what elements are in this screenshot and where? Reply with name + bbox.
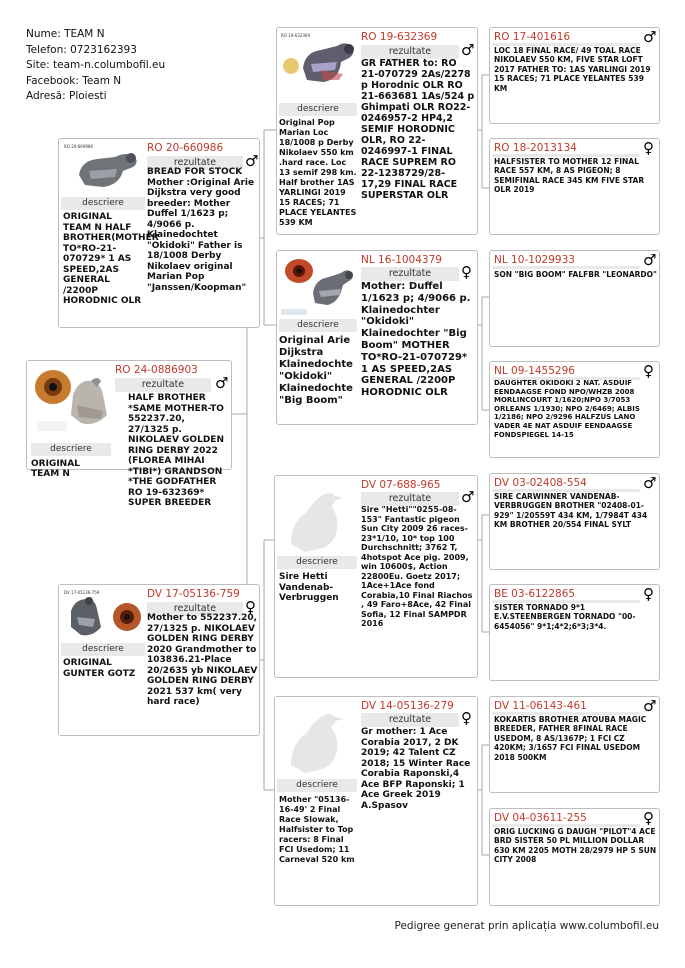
pigeon-info: Mother to 552237.20, 27/1325 p. NIKOLAEV GOLDEN RING DERBY 2020 Grandmother to 103836.21-Place 20/2635 yb NIKOLAEV GOLDEN RING DERBY 2021 537 km( very hard race) — [147, 613, 258, 707]
female-icon: ♀ — [245, 598, 256, 616]
pigeon-photo[interactable] — [31, 365, 111, 439]
pigeon-image — [279, 30, 357, 102]
description-button[interactable]: descriere — [277, 779, 357, 792]
pigeon-image — [61, 141, 145, 199]
pigeon-card-ggp-5 — [489, 473, 660, 570]
svg-text:RO 19-632369: RO 19-632369 — [281, 33, 311, 38]
pigeon-card-dam-sire — [274, 475, 478, 678]
ring-number[interactable]: RO 17-401616 — [494, 31, 571, 43]
male-icon: ♂ — [245, 152, 259, 170]
female-icon: ♀ — [643, 362, 654, 380]
ring-number[interactable]: DV 04-03611-255 — [494, 812, 587, 824]
pigeon-info: ORIG LUCKING G DAUGH "PILOT"4 ACE BRD SISTER 50 PL MILLION DOLLAR 630 KM 2205 MOTH 28/2979 HP 5 SUN CITY 2008 — [494, 827, 657, 865]
female-icon: ♀ — [461, 263, 472, 281]
ring-number[interactable]: DV 14-05136-279 — [361, 700, 454, 712]
results-bar[interactable] — [492, 266, 640, 269]
pigeon-info: LOC 18 FINAL RACE/ 49 TOAL RACE NIKOLAEV 550 KM, FIVE STAR LOFT 2017 FATHER TO: 1AS YARLINGI 2019 15 RACES; 71 PLACE YELANTES 539 KM — [494, 46, 651, 93]
male-icon: ♂ — [643, 474, 657, 492]
pigeon-info: BREAD FOR STOCK Mother :Original Arie Dijkstra very good breeder: Mother Duffel 1/1623 p; 4/9066 p. Klainedochtet "Okidoki" Father is 18/1008 Derby Nikolaev original Marian Pop "Janssen/Koopman" — [147, 167, 255, 293]
pigeon-info: HALFSISTER TO MOTHER 12 FINAL RACE 557 KM, 8 AS PIGEON; 8 SEMIFINAL RACE 345 KM FIVE STAR OLR 2019 — [494, 157, 645, 195]
pigeon-placeholder-silhouette — [277, 703, 357, 779]
pigeon-info: DAUGHTER OKIDOKI 2 NAT. ASDUIF EENDAAGSE FOND NPO/WHZB 2008 MORLINCOURT 1/1620;NPO 3/7053 ORLEANS 1/1930; NPO 2/6469; ALBIS 1/2186; NPO 2/9296 HALFZUS LANO VADER 4E NAT ASDUIF EENDAAGSE FONDSPIEGEL 14-15 — [494, 379, 640, 439]
photo-caption: ORIGINAL GUNTER GOTZ — [63, 658, 136, 679]
results-button[interactable]: rezultate — [115, 378, 211, 392]
male-icon: ♂ — [215, 374, 229, 392]
pigeon-card-sire-sire — [276, 27, 478, 235]
ring-number[interactable]: DV 07-688-965 — [361, 479, 441, 491]
male-icon: ♂ — [643, 28, 657, 46]
results-button[interactable]: rezultate — [147, 602, 243, 616]
female-icon: ♀ — [461, 709, 472, 727]
owner-site: Site: team-n.columbofil.eu — [26, 59, 166, 71]
female-icon: ♀ — [643, 585, 654, 603]
owner-info — [26, 27, 165, 105]
pigeon-card-dam-dam — [274, 696, 478, 906]
description-button[interactable]: descriere — [277, 556, 357, 569]
pigeon-photo[interactable] — [61, 587, 145, 645]
pigeon-card-sire-dam — [276, 250, 478, 425]
ring-number[interactable]: NL 09-1455296 — [494, 365, 575, 377]
male-icon: ♂ — [643, 251, 657, 269]
pigeon-placeholder-silhouette — [277, 482, 357, 558]
results-button[interactable]: rezultate — [361, 267, 459, 281]
pigeon-image-with-eye — [61, 587, 145, 645]
ring-number[interactable]: RO 20-660986 — [147, 142, 224, 154]
description-button[interactable]: descriere — [61, 643, 145, 656]
results-button[interactable]: rezultate — [361, 713, 459, 727]
ring-number[interactable]: DV 11-06143-461 — [494, 700, 587, 712]
male-icon: ♂ — [643, 697, 657, 715]
ring-number[interactable]: DV 03-02408-554 — [494, 477, 587, 489]
ring-number[interactable]: NL 10-1029933 — [494, 254, 575, 266]
pigeon-card-sire — [58, 138, 260, 328]
photo-caption: Sire Hetti Vandenab-Verbruggen — [279, 572, 339, 603]
pigeon-photo[interactable] — [277, 703, 357, 779]
pigeon-card-ggp-2 — [489, 138, 660, 235]
pigeon-photo[interactable] — [279, 30, 357, 102]
pigeon-info: Mother: Duffel 1/1623 p; 4/9066 p. Klainedochter "Okidoki" Klainedochter "Big Boom" MOTHER TO*RO-21-070729* 1 AS SPEED,2AS GENERAL /2200P HORODNIC OLR — [361, 281, 471, 399]
pigeon-photo[interactable] — [61, 141, 145, 199]
pigeon-card-dam — [58, 584, 260, 736]
footer-credit: Pedigree generat prin aplicația www.columbofil.eu — [394, 920, 659, 932]
pigeon-card-subject — [26, 360, 232, 508]
pigeon-card-ggp-4 — [489, 361, 660, 458]
pigeon-card-ggp-3 — [489, 250, 660, 347]
pigeon-card-ggp-1 — [489, 27, 660, 124]
owner-phone: Telefon: 0723162393 — [26, 43, 137, 56]
photo-caption: ORIGINAL TEAM N HALF BROTHER(MOTHER TO*RO-21-070729* 1 AS SPEED,2AS GENERAL /2200P HORODNIC OLR — [63, 212, 159, 306]
owner-facebook: Facebook: Team N — [26, 74, 122, 87]
results-button[interactable]: rezultate — [361, 45, 459, 59]
svg-text:DV 17-05136-759: DV 17-05136-759 — [64, 590, 100, 595]
pigeon-card-ggp-6 — [489, 584, 660, 681]
pigeon-info: Sire "Hetti""0255-08-153" Fantastic pigeon Sun City 2009 26 races-23*1/10, 10* top 100 Durchschnitt; 3762 T, 4hotspot Ace pig. 2009, win 10600$, Action 22800Eu. Goetz 2017; 1Ace+1Ace fond Corabia,10 Final Riachos , 49 Faro+8Ace, 42 Final Sofia, 12 Final SAMPDR 2016 — [361, 505, 473, 628]
photo-caption: ORIGINAL TEAM N — [31, 459, 80, 479]
male-icon: ♂ — [461, 41, 475, 59]
male-icon: ♂ — [461, 488, 475, 506]
results-button[interactable]: rezultate — [147, 156, 243, 170]
ring-number[interactable]: RO 19-632369 — [361, 31, 438, 43]
pigeon-card-ggp-8 — [489, 808, 660, 906]
description-button[interactable]: descriere — [279, 319, 357, 332]
pigeon-info: SISTER TORNADO 9*1 E.V.STEENBERGEN TORNADO "00-6454056" 9*1;4*2;6*3;3*4. — [494, 603, 636, 631]
pigeon-image-with-eye — [279, 253, 357, 319]
owner-address: Adresă: Ploiesti — [26, 90, 107, 102]
pigeon-photo[interactable] — [277, 482, 357, 558]
female-icon: ♀ — [643, 139, 654, 157]
description-button[interactable]: descriere — [279, 103, 357, 116]
ring-number[interactable]: NL 16-1004379 — [361, 254, 442, 266]
owner-name: Nume: TEAM N — [26, 28, 105, 40]
results-button[interactable]: rezultate — [361, 492, 459, 506]
pigeon-image-with-eye — [31, 365, 111, 439]
pigeon-photo[interactable] — [279, 253, 357, 319]
description-button[interactable]: descriere — [31, 443, 111, 456]
ring-number[interactable]: DV 17-05136-759 — [147, 588, 240, 600]
description-button[interactable]: descriere — [61, 197, 145, 210]
pigeon-info: HALF BROTHER *SAME MOTHER-TO 552237.20, 27/1325 p. NIKOLAEV GOLDEN RING DERBY 2022 (FLOREA MIHAI *TIBI*) GRANDSON *THE GODFATHER RO 19-632369* SUPER BREEDER — [128, 393, 224, 508]
pigeon-info: SON "BIG BOOM" FALFBR "LEONARDO" — [494, 270, 657, 279]
photo-caption: Mother "05136-16-49' 2 Final Race Slowak, Halfsister to Top racers: 8 Final FCI Usedom; 11 Carneval 520 km — [279, 795, 355, 864]
pigeon-info: KOKARTIS BROTHER ATOUBA MAGIC BREEDER, FATHER 8FINAL RACE USEDOM, 8 AS/1367P; 1 FCI CZ 420KM; 3/1657 FCI FINAL USEDOM 2018 500KM — [494, 715, 647, 762]
ring-number[interactable]: BE 03-6122865 — [494, 588, 576, 600]
pigeon-info: Gr mother: 1 Ace Corabia 2017, 2 DK 2019; 42 Talent CZ 2018; 15 Winter Race Corabia Raponski,4 Ace BFP Raponski; 1 Ace Greek 2019 A.Spasov — [361, 727, 471, 811]
svg-text:RO 20-660986: RO 20-660986 — [64, 144, 94, 149]
pigeon-info: GR FATHER to: RO 21-070729 2As/2278 p Horodnic OLR RO 21-663681 1As/524 p Ghimpati OLR RO22-0246957-2 HP4,2 SEMIF HORODNIC OLR, RO 22-0246997-1 FINAL RACE SUPREM RO 22-1238729/28-17,29 FINAL RACE SUPERSTAR OLR — [361, 58, 475, 201]
female-icon: ♀ — [643, 809, 654, 827]
photo-caption: Original Arie Dijkstra Klainedochte "Okidoki" Klainedochte "Big Boom" — [279, 335, 353, 406]
pigeon-card-ggp-7 — [489, 696, 660, 793]
ring-number[interactable]: RO 24-0886903 — [115, 364, 198, 376]
pigeon-info: SIRE CARWINNER VANDENAB-VERBRUGGEN BROTHER "02408-01-929" 1/20559T 434 KM, 1/7984T 434 KM BROTHER 20/554 FINAL SYLT — [494, 492, 648, 530]
ring-number[interactable]: RO 18-2013134 — [494, 142, 577, 154]
photo-caption: Original Pop Marian Loc 18/1008 p Derby Nikolaev 550 km .hard race. Loc 13 semif 298 km. Half brother 1AS YARLINGI 2019 15 RACES; 71 PLACE YELANTES 539 KM — [279, 118, 357, 227]
